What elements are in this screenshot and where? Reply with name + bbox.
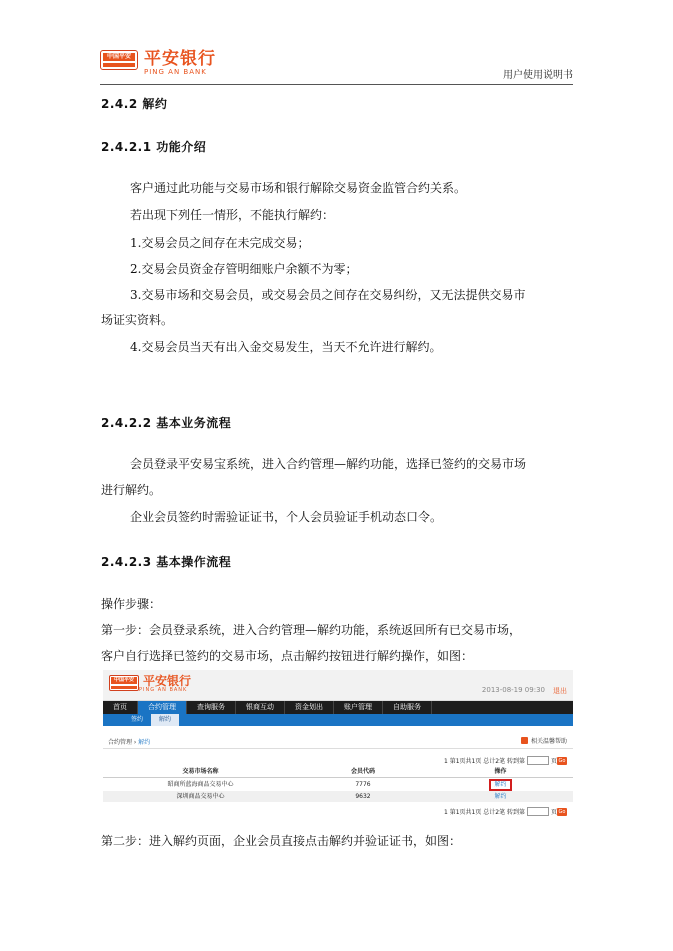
- nav-item-bank-merchant[interactable]: 银商互动: [236, 701, 285, 714]
- column-header-market: 交易市场名称: [182, 768, 219, 775]
- paragraph-line: 若出现下列任一情形，不能执行解约：: [130, 208, 335, 222]
- ping-an-badge-icon: [100, 50, 138, 70]
- column-header-member-code: 会员代码: [350, 768, 375, 775]
- pager-text: 1 第1页共1页 总计2笔 转到第: [443, 758, 525, 765]
- paragraph-line: 企业会员签约时需验证证书，个人会员验证手机动态口令。: [130, 510, 443, 524]
- nav-item-fund-transfer-out[interactable]: 资金划出: [285, 701, 334, 714]
- contract-table: [103, 766, 573, 802]
- nav-item-self-service[interactable]: 自助服务: [383, 701, 432, 714]
- list-item: 1.交易会员之间存在未完成交易；: [130, 236, 310, 250]
- nav-item-query-service[interactable]: 查询服务: [187, 701, 236, 714]
- breadcrumb-parent[interactable]: 合约管理 ›: [108, 739, 137, 746]
- embedded-screenshot: [103, 670, 573, 820]
- cancel-contract-button[interactable]: 解约: [489, 779, 511, 791]
- market-name: 昭商所蓝海商品交易中心: [167, 781, 234, 788]
- help-link[interactable]: [521, 736, 567, 745]
- document-title: 用户使用说明书: [503, 70, 573, 81]
- pager-bottom: [444, 807, 567, 816]
- logo-badge-text: 中国平安: [111, 677, 137, 684]
- logout-link[interactable]: 退出: [553, 687, 567, 695]
- paragraph-line: 第二步：进入解约页面，企业会员直接点击解约并验证证书，如图：: [101, 834, 462, 848]
- page-number-input[interactable]: [527, 807, 549, 816]
- page-header: [100, 44, 573, 85]
- cancel-contract-button[interactable]: 解约: [494, 793, 507, 800]
- logo-chinese-name: 平安银行: [144, 49, 216, 69]
- list-item: 3.交易市场和交易会员，或交易会员之间存在交易纠纷，又无法提供交易市: [130, 288, 526, 302]
- market-name: 深圳商品交易中心: [176, 793, 225, 800]
- paragraph-line: 客户通过此功能与交易市场和银行解除交易资金监管合约关系。: [130, 181, 467, 195]
- datetime: 2013-08-19 09:30: [481, 686, 545, 694]
- app-logo-cn: 平安银行: [143, 674, 192, 688]
- app-header: [103, 670, 573, 701]
- pager-go-button[interactable]: Go: [558, 757, 566, 764]
- pager-unit: 页: [550, 809, 557, 816]
- help-icon: [521, 737, 528, 744]
- nav-item-contract-management[interactable]: 合约管理: [138, 701, 187, 714]
- ping-an-badge-icon: [109, 675, 139, 691]
- pager-text: 1 第1页共1页 总计2笔 转到第: [443, 809, 525, 816]
- nav-item-account-management[interactable]: 账户管理: [334, 701, 383, 714]
- section-heading-2-4-2: 2.4.2 解约: [101, 97, 168, 111]
- paragraph-line: 进行解约。: [101, 483, 162, 497]
- pager-top: [444, 756, 567, 765]
- main-nav: [103, 701, 573, 714]
- app-logo-en: PING AN BANK: [139, 687, 188, 693]
- page-number-input[interactable]: [527, 756, 549, 765]
- list-item-continued: 场证实资料。: [101, 313, 174, 327]
- ping-an-logo: [100, 50, 216, 76]
- pager-unit: 页: [550, 758, 557, 765]
- logo-badge-text: 中国平安: [103, 53, 135, 61]
- paragraph-line: 操作步骤：: [101, 597, 162, 611]
- table-row: [103, 778, 573, 791]
- list-item: 2.交易会员资金存管明细账户余额不为零；: [130, 262, 358, 276]
- sub-nav: [103, 714, 573, 726]
- nav-item-home[interactable]: 首页: [103, 701, 138, 714]
- help-label: 相关温馨帮助: [530, 738, 567, 745]
- divider: [103, 748, 573, 749]
- breadcrumb-current: 解约: [138, 739, 151, 746]
- table-row: [103, 791, 573, 802]
- breadcrumb: [108, 737, 150, 746]
- paragraph-line: 第一步：会员登录系统，进入合约管理—解约功能，系统返回所有已交易市场，: [101, 623, 522, 637]
- paragraph-line: 客户自行选择已签约的交易市场，点击解约按钮进行解约操作，如图：: [101, 649, 474, 663]
- member-code: 9632: [355, 793, 371, 800]
- logo-english-name: PING AN BANK: [144, 68, 207, 76]
- app-logo: [109, 675, 191, 693]
- section-heading-2-4-2-3: 2.4.2.3 基本操作流程: [101, 555, 232, 569]
- section-heading-2-4-2-2: 2.4.2.2 基本业务流程: [101, 416, 232, 430]
- subnav-item-cancel[interactable]: 解约: [151, 714, 179, 726]
- column-header-action: 操作: [494, 768, 507, 775]
- member-code: 7776: [355, 781, 371, 788]
- section-heading-2-4-2-1: 2.4.2.1 功能介绍: [101, 140, 207, 154]
- pager-go-button[interactable]: Go: [558, 808, 566, 815]
- subnav-item-sign[interactable]: 签约: [131, 716, 144, 723]
- list-item: 4.交易会员当天有出入金交易发生，当天不允许进行解约。: [130, 340, 442, 354]
- paragraph-line: 会员登录平安易宝系统，进入合约管理—解约功能，选择已签约的交易市场: [130, 457, 527, 471]
- table-header-row: [103, 766, 573, 778]
